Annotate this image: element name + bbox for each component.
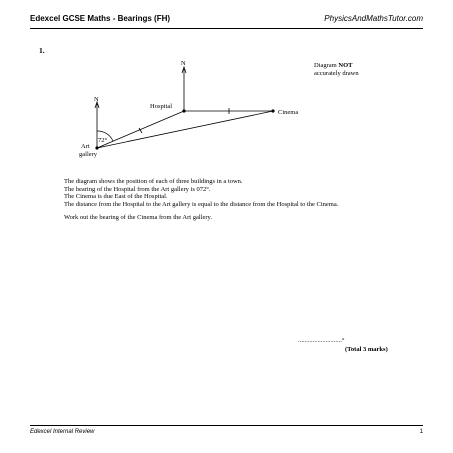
question-line: The Cinema is due East of the Hospital. xyxy=(64,193,168,201)
question-line: The diagram shows the position of each of three buildings in a town. xyxy=(64,178,243,185)
diagram-note-bold: NOT xyxy=(338,62,353,69)
north-label-hospital: N xyxy=(181,60,186,67)
total-marks: (Total 3 marks) xyxy=(345,346,388,353)
header-title: Edexcel GCSE Maths - Bearings (FH) xyxy=(30,14,171,23)
point-art-gallery xyxy=(95,146,98,149)
north-label-art-gallery: N xyxy=(94,96,99,103)
question-text xyxy=(64,178,394,222)
header-site: PhysicsAndMathsTutor.com xyxy=(324,14,423,23)
point-cinema xyxy=(271,109,274,112)
diagram-note-line2: accurately drawn xyxy=(314,70,359,77)
question-line: The bearing of the Hospital from the Art gallery is 072°. xyxy=(64,185,211,193)
page-footer xyxy=(30,425,423,438)
footer-left: Edexcel Internal Review xyxy=(30,429,95,435)
label-hospital: Hospital xyxy=(150,103,173,110)
answer-line: ...........................° xyxy=(298,337,345,344)
question-instruction: Work out the bearing of the Cinema from the Art gallery. xyxy=(64,214,212,222)
point-hospital xyxy=(182,109,185,112)
line-art-to-hospital xyxy=(97,111,184,148)
question-line: The distance from the Hospital to the Art gallery is equal to the distance from the Hospital to the Cinema. xyxy=(64,200,339,208)
angle-label: 72° xyxy=(98,137,108,144)
question-number: 1. xyxy=(39,46,45,55)
line-art-to-cinema xyxy=(97,111,273,148)
diagram-note-prefix: Diagram xyxy=(314,62,339,69)
label-cinema: Cinema xyxy=(278,109,299,116)
label-gallery: gallery xyxy=(79,151,98,158)
page-number: 1 xyxy=(419,429,423,435)
label-art: Art xyxy=(81,143,90,150)
